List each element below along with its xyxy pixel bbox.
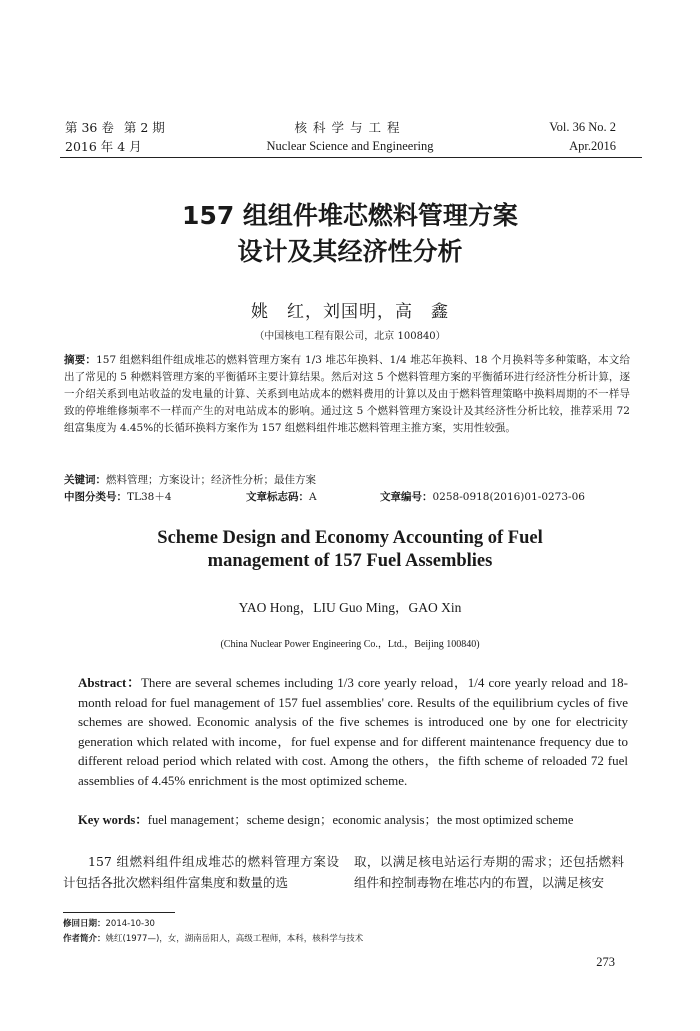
abstract-cn-text: 157 组燃料组件组成堆芯的燃料管理方案有 1/3 堆芯年换料、1/4 堆芯年换料、18 个月换料等多种策略，本文给出了常见的 5 种燃料管理方案的平衡循环主要计算结果。然后对这 5 个燃料管理方案的平衡循环进行经济性分析计算，逐一介绍关系到电站收益的发电量的计算、关系到电站成本的燃料费用的计算以及由于燃料管理策略中换料周期的不一样导致的停堆维修频率不一样而产生的对电站成本的影响。通过这 5 个燃料管理方案设计及其经济性分析比较，推荐采用 72 组富集度为 4.45%的长循环换料方案作为 157 组燃料组件堆芯燃料管理主推方案，实用性较强。: [64, 354, 631, 434]
article-id: 文章编号：0258-0918(2016)01-0273-06: [380, 491, 585, 503]
footnote-received: 修回日期：2014-10-30: [63, 919, 155, 929]
body-column-right: 取，以满足核电站运行寿期的需求；还包括燃料组件和控制毒物在堆芯内的布置，以满足核安: [354, 854, 624, 890]
title-cn: [0, 198, 700, 270]
page-number: 273: [596, 955, 615, 969]
title-cn-line1: 157 组组件堆芯燃料管理方案: [182, 201, 518, 230]
abstract-en: [78, 673, 628, 790]
journal-name-cn: 核科学与工程: [294, 120, 406, 135]
document-code: 文章标志码：A: [246, 491, 317, 503]
body-column-left: 157 组燃料组件组成堆芯的燃料管理方案设计包括各批次燃料组件富集度和数量的选: [63, 854, 339, 890]
keywords-cn: [64, 472, 630, 488]
keywords-cn-label: 关键词：: [64, 474, 106, 486]
abstract-cn-label: 摘要：: [64, 354, 97, 366]
abstract-cn: [64, 352, 630, 437]
footnote-author: 作者简介：姚红(1977—)，女，湖南岳阳人，高级工程师，本科，核科学与技术: [63, 934, 364, 944]
journal-name-en: Nuclear Science and Engineering: [266, 139, 434, 153]
affiliation-cn: （中国核电工程有限公司，北京 100840）: [254, 331, 446, 342]
abstract-en-label: Abstract：: [78, 675, 141, 690]
title-en-line1: Scheme Design and Economy Accounting of Fuel: [157, 528, 543, 548]
footnote: [63, 917, 363, 947]
keywords-en-text: fuel management；scheme design；economic analysis；the most optimized scheme: [147, 813, 574, 827]
date-cn: 2016 年 4 月: [65, 139, 142, 154]
abstract-en-text: There are several schemes including 1/3 core yearly reload，1/4 core yearly reload and 18-month reload for fuel management of 157 fuel assemblies' core. Results of the equilibrium cycles of five schemes are showed. Economic analysis of the five schemes is introduced one by one for electricity generation which related with income，for fuel expense and for different maintenance frequency due to different reload period which related with cost. Among the others，the fifth scheme of reloaded 72 fuel assemblies of 4.45% enrichment is the most optimized scheme.: [78, 675, 628, 788]
volume-cn: 第 36 卷: [65, 120, 114, 135]
volume-en: Vol. 36 No. 2: [549, 120, 616, 134]
keywords-en-label: Key words：: [78, 813, 148, 827]
title-en-line2: management of 157 Fuel Assemblies: [207, 551, 493, 571]
footnote-rule: [63, 912, 175, 913]
header-rule: [60, 157, 642, 158]
title-en: [0, 527, 700, 573]
issue-cn: 第 2 期: [123, 120, 165, 135]
header-right: [549, 118, 616, 156]
authors-en: YAO Hong，LIU Guo Ming，GAO Xin: [238, 600, 462, 615]
affiliation-en: (China Nuclear Power Engineering Co.，Ltd.，Beijing 100840): [220, 639, 480, 650]
authors-cn: 姚 红，刘国明，高 鑫: [251, 302, 449, 322]
clc-code: 中图分类号：TL38＋4: [64, 491, 172, 503]
title-cn-line2: 设计及其经济性分析: [237, 237, 463, 266]
date-en: Apr.2016: [569, 139, 616, 153]
keywords-cn-text: 燃料管理；方案设计；经济性分析；最佳方案: [106, 474, 316, 486]
keywords-en: [78, 810, 638, 828]
